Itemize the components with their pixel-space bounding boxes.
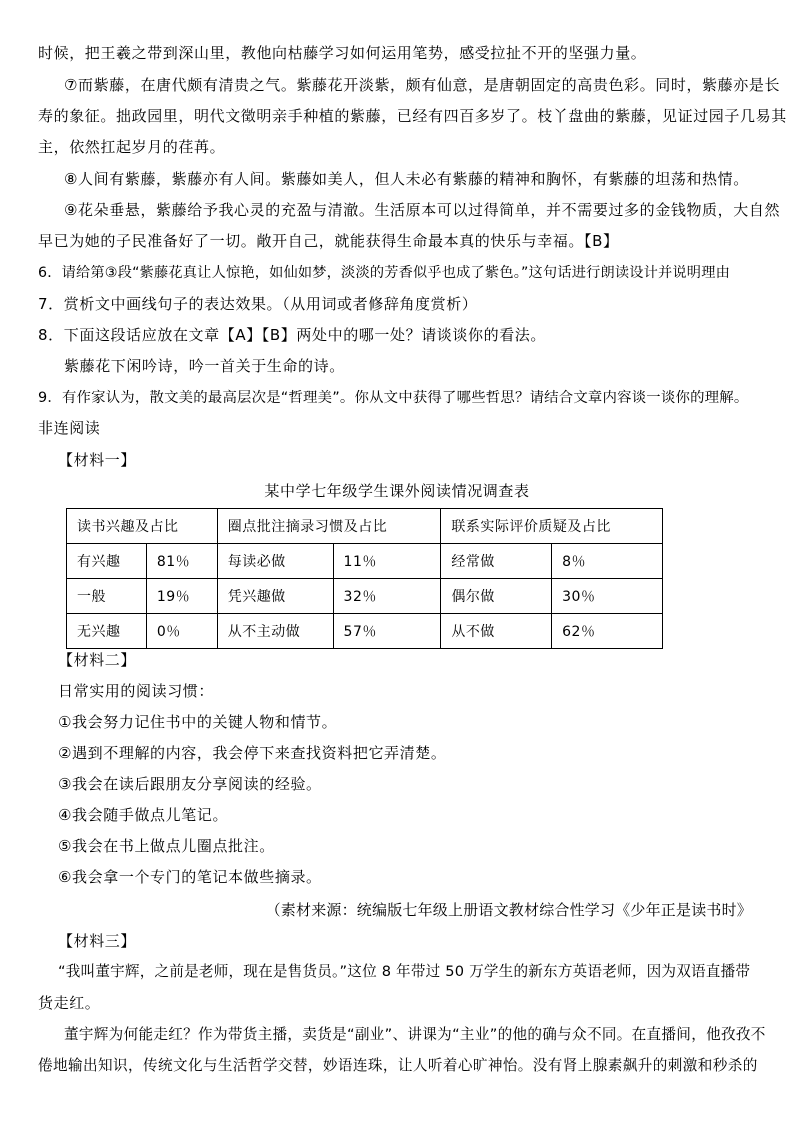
material-1-label: 【材料一】 xyxy=(58,451,137,469)
habit-item: ⑥我会拿一个专门的笔记本做些摘录。 xyxy=(58,868,322,886)
question-8: 8．下面这段话应放在文章【A】【B】两处中的哪一处？请谈谈你的看法。 xyxy=(38,326,546,344)
question-6: 6．请给第③段“紫藤花真让人惊艳，如仙如梦，淡淡的芳香似乎也成了紫色。”这句话进行朗读设计并说明理由 xyxy=(38,265,730,281)
habit-item: ⑤我会在书上做点儿圈点批注。 xyxy=(58,837,275,855)
material-3-line: 董宇辉为何能走红？作为带货主播，卖货是“副业”、讲课为“主业”的他的确与众不同。在直播间，他孜孜不 xyxy=(64,1026,766,1043)
table-cell: 一般 xyxy=(67,579,147,614)
material-3-line: 倦地输出知识，传统文化与生活哲学交替，妙语连珠，让人听着心旷神怡。没有肾上腺素飙升的刺激和秒杀的 xyxy=(38,1057,758,1074)
table-cell: 81％ xyxy=(146,544,217,579)
section-title: 非连阅读 xyxy=(38,419,101,437)
habit-item: ②遇到不理解的内容，我会停下来查找资料把它弄清楚。 xyxy=(58,744,447,762)
table-title: 某中学七年级学生课外阅读情况调查表 xyxy=(264,482,530,500)
table-cell: 8％ xyxy=(552,544,663,579)
table-cell: 19％ xyxy=(146,579,217,614)
passage-line: 早已为她的子民准备好了一切。敞开自己，就能获得生命最本真的快乐与幸福。【B】 xyxy=(38,232,619,250)
question-7: 7．赏析文中画线句子的表达效果。（从用词或者修辞角度赏析） xyxy=(38,295,478,313)
question-9: 9．有作家认为，散文美的最高层次是“哲理美”。你从文中获得了哪些哲思？请结合文章内容谈一谈你的理解。 xyxy=(38,390,749,406)
table-cell: 每读必做 xyxy=(217,544,333,579)
table-row xyxy=(67,614,663,649)
passage-line: ⑦而紫藤，在唐代颇有清贵之气。紫藤花开淡紫，颇有仙意，是唐朝固定的高贵色彩。同时，紫藤亦是长 xyxy=(64,76,781,94)
table-cell: 经常做 xyxy=(441,544,552,579)
habit-item: ④我会随手做点儿笔记。 xyxy=(58,806,229,824)
survey-table xyxy=(66,508,663,649)
table-cell: 30％ xyxy=(552,579,663,614)
table-header-cell: 联系实际评价质疑及占比 xyxy=(441,509,663,544)
passage-line: 主，依然扛起岁月的荏苒。 xyxy=(38,138,226,156)
material-2-intro: 日常实用的阅读习惯： xyxy=(58,682,215,700)
question-8-sentence: 紫藤花下闲吟诗，吟一首关于生命的诗。 xyxy=(64,357,345,375)
table-cell: 从不主动做 xyxy=(217,614,333,649)
table-cell: 32％ xyxy=(333,579,441,614)
table-cell: 从不做 xyxy=(441,614,552,649)
habit-item: ③我会在读后跟朋友分享阅读的经验。 xyxy=(58,775,322,793)
material-2-source: （素材来源：统编版七年级上册语文教材综合性学习《少年正是读书时》 xyxy=(265,901,752,919)
table-cell: 62％ xyxy=(552,614,663,649)
passage-line: ⑨花朵垂悬，紫藤给予我心灵的充盈与清澈。生活原本可以过得简单，并不需要过多的金钱物质，大自然 xyxy=(64,201,781,219)
habit-item: ①我会努力记住书中的关键人物和情节。 xyxy=(58,713,338,731)
table-cell: 57％ xyxy=(333,614,441,649)
table-cell: 偶尔做 xyxy=(441,579,552,614)
passage-line: 时候，把王羲之带到深山里，教他向枯藤学习如何运用笔势，感受拉扯不开的坚强力量。 xyxy=(38,44,647,62)
table-header-cell: 圈点批注摘录习惯及占比 xyxy=(217,509,441,544)
material-3-line: 货走红。 xyxy=(38,994,101,1012)
table-cell: 11％ xyxy=(333,544,441,579)
table-cell: 有兴趣 xyxy=(67,544,147,579)
table-header-cell: 读书兴趣及占比 xyxy=(67,509,218,544)
table-header-row xyxy=(67,509,663,544)
table-cell: 凭兴趣做 xyxy=(217,579,333,614)
material-3-label: 【材料三】 xyxy=(58,932,137,950)
material-2-label: 【材料二】 xyxy=(58,651,137,669)
passage-line: ⑧人间有紫藤，紫藤亦有人间。紫藤如美人，但人未必有紫藤的精神和胸怀，有紫藤的坦荡和热情。 xyxy=(64,170,749,188)
table-row xyxy=(67,544,663,579)
table-cell: 0％ xyxy=(146,614,217,649)
material-3-line: “我叫董宇辉，之前是老师，现在是售货员。”这位 8 年带过 50 万学生的新东方英语老师，因为双语直播带 xyxy=(58,963,751,980)
passage-line: 寿的象征。拙政园里，明代文徵明亲手种植的紫藤，已经有四百多岁了。枝丫盘曲的紫藤，见证过园子几易其 xyxy=(38,107,787,125)
table-cell: 无兴趣 xyxy=(67,614,147,649)
table-row xyxy=(67,579,663,614)
